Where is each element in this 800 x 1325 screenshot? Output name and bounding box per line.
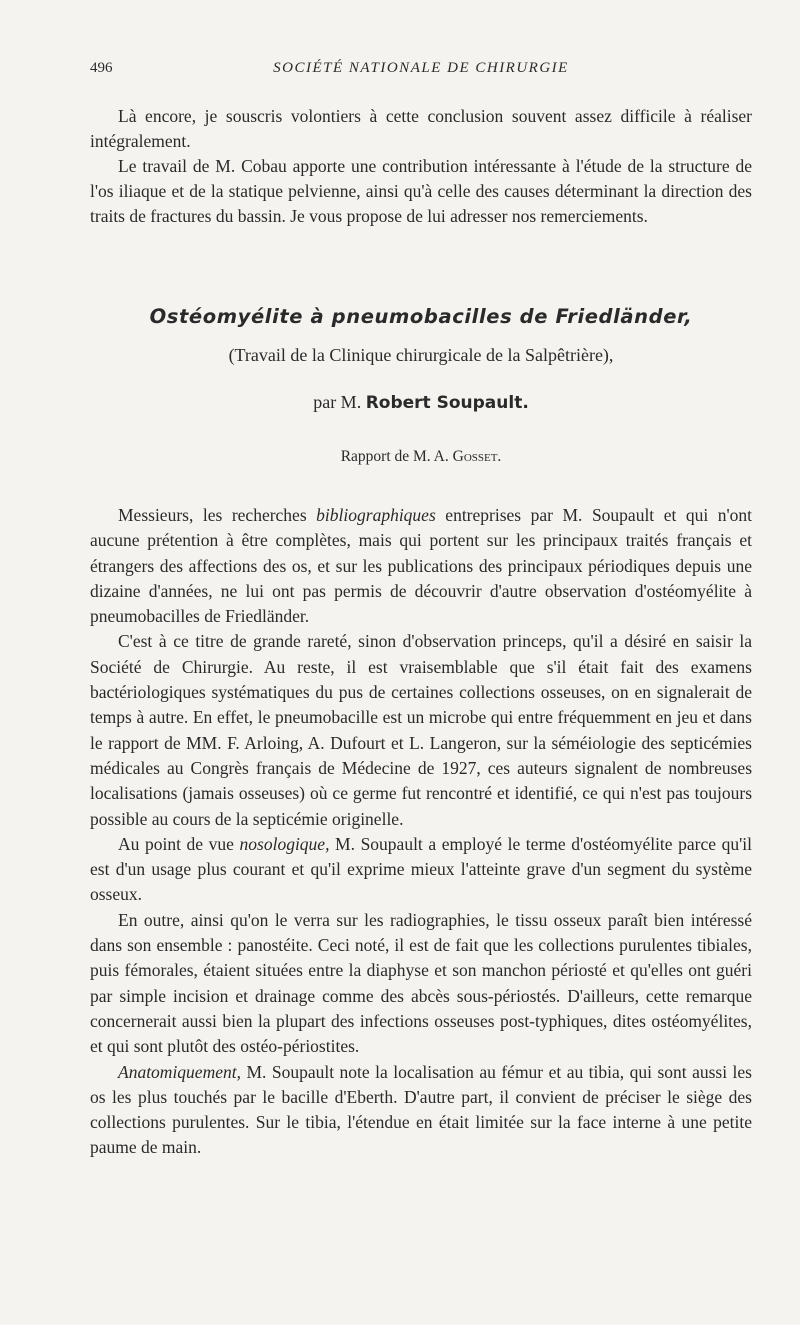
report-author: Gosset. (452, 448, 502, 465)
journal-title: SOCIÉTÉ NATIONALE DE CHIRURGIE (273, 60, 569, 76)
article-title: Ostéomyélite à pneumobacilles de Friedländer, (149, 305, 693, 328)
paragraph (90, 832, 752, 908)
paragraph: Là encore, je souscris volontiers à cette conclusion souvent assez difficile à réaliser intégralement. (90, 106, 752, 151)
paragraph (90, 1060, 752, 1161)
paragraph (90, 503, 752, 629)
paragraph: C'est à ce titre de grande rareté, sinon d'observation princeps, qu'il a désiré en saisir la Société de Chirurgie. Au reste, il est vraisemblable que s'il était fait des examens bactériologiques systématiques du pus de certaines collections osseuses, on en signalerait de temps à autre. En effet, le pneumobacille est un microbe qui entre fréquemment en jeu et dans le rapport de MM. F. Arloing, A. Dufourt et L. Langeron, sur la séméiologie des septicémies médicales au Congrès français de Médecine de 1927, ces auteurs signalent de nombreuses localisations (jamais osseuses) où ce germe fut rencontré et identifié, ce qui n'est pas toujours possible au cours de la septicémie originelle. (90, 631, 752, 829)
byline-prefix: par M. (313, 392, 362, 412)
italic-term: nosologique, (239, 833, 330, 854)
text-run: Au point de vue (118, 833, 234, 854)
paragraph: En outre, ainsi qu'on le verra sur les radiographies, le tissu osseux paraît bien intéressé dans son ensemble : panostéite. Ceci noté, il est de fait que les collections purulentes tibiales, puis fémorales, étaient situées entre la diaphyse et son manchon périosté et qu'elles ont guéri par simple incision et drainage comme des abcès sous-périostés. D'ailleurs, cette remarque concernerait aussi bien la plupart des infections osseuses post-typhiques, dites ostéomyélites, et qui sont plutôt des ostéo-périostites. (90, 909, 752, 1057)
report-prefix: Rapport de M. A. (340, 448, 449, 465)
previous-article-conclusion (90, 104, 752, 229)
paragraph: Le travail de M. Cobau apporte une contribution intéressante à l'étude de la structure de l'os iliaque et de la statique pelvienne, ainsi qu'à celle des causes déterminant la direction des traits de fractures du bassin. Je vous propose de lui adresser nos remerciements. (90, 155, 752, 226)
byline (90, 392, 752, 413)
italic-term: Anatomiquement, (118, 1061, 241, 1082)
running-header (90, 60, 752, 84)
text-run: entreprises par M. Soupault et qui n'ont aucune prétention à être complètes, mais qui portent sur les principaux traités français et étrangers des affections des os, et sur les publications des principaux périodiques depuis une dizaine d'années, ne lui ont pas permis de découvrir d'autre observation d'ostéomyélite à pneumobacilles de Friedländer. (90, 505, 753, 627)
italic-term: bibliographiques (316, 505, 436, 525)
author-name: Robert Soupault. (365, 393, 529, 413)
article-body (90, 503, 752, 1161)
text-run: M. Soupault note la localisation au fémur et au tibia, qui sont aussi les os les plus touchés par le bacille d'Eberth. D'autre part, il convient de préciser le siège des collections purulentes. Sur le tibia, l'étendue en était limitée sur la face interne à une petite paume de main. (90, 1061, 752, 1158)
page-number: 496 (90, 60, 113, 76)
article-subtitle: (Travail de la Clinique chirurgicale de la Salpêtrière), (228, 345, 614, 365)
report-line (90, 448, 752, 466)
text-run: Messieurs, les recherches (118, 505, 307, 525)
text-run: M. Soupault a employé le terme d'ostéomyélite parce qu'il est d'un usage plus courant et qu'il exprime mieux l'atteinte grave d'un segment du système osseux. (90, 833, 753, 905)
